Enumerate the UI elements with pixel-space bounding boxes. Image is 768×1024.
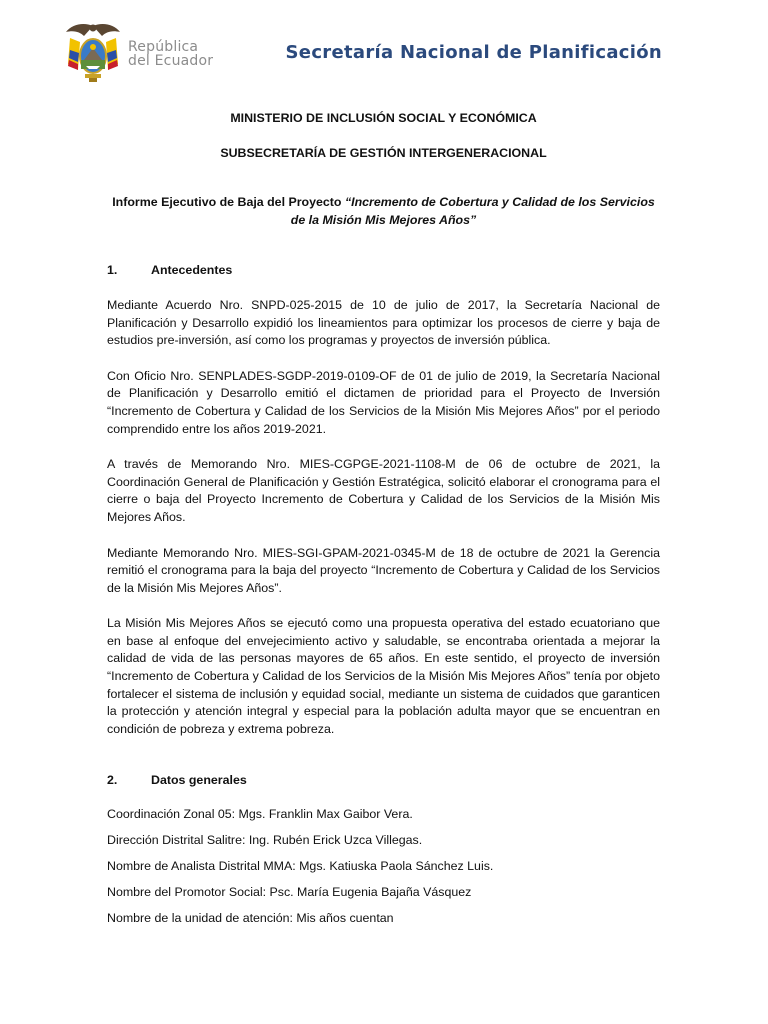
document-body [107,110,660,936]
list-item: Dirección Distrital Salitre: Ing. Rubén Erick Uzca Villegas. [107,833,423,848]
paragraph: Mediante Memorando Nro. MIES-SGI-GPAM-2021-0345-M de 18 de octubre de 2021 la Gerencia remitió el cronograma para la baja del proyecto “Incremento de Cobertura y Calidad de los Servicios de la Misión Mis Mejores Años”. [107,545,660,595]
list-item: Coordinación Zonal 05: Mgs. Franklin Max Gaibor Vera. [107,807,413,822]
paragraph: Con Oficio Nro. SENPLADES-SGDP-2019-0109-OF de 01 de julio de 2019, la Secretaría Nacional de Planificación y Desarrollo emitió el dictamen de prioridad para el Proyecto de Inversión “Incremento de Cobertura y Calidad de los Servicios de la Misión Mis Mejores Años” por el periodo comprendido entre los años 2019-2021. [107,368,660,436]
list-item: Nombre de Analista Distrital MMA: Mgs. Katiuska Paola Sánchez Luis. [107,859,494,874]
report-title-project: “Incremento de Cobertura y Calidad de los Servicios de la Misión Mis Mejores Años” [290,195,655,227]
paragraph: La Misión Mis Mejores Años se ejecutó como una propuesta operativa del estado ecuatoriano que en base al enfoque del envejecimiento activo y saludable, se encontraba orientada a mejorar la calidad de vida de las personas mayores de 65 años. En este sentido, el proyecto de inversión “Incremento de Cobertura y Calidad de los Servicios de la Misión Mis Mejores Años” tenía por objeto fortalecer el sistema de inclusión y equidad social, mediante un sistema de cuidados que garanticen la protección y atención integral y especial para la población adulta mayor que se encuentran en condición de pobreza y extrema pobreza. [107,616,660,736]
section-number: 2. [107,773,118,788]
agency-name: Secretaría Nacional de Planificación [285,42,662,63]
section-title: Datos generales [151,773,247,788]
report-title [107,194,660,229]
section-heading-antecedentes [107,262,660,280]
list-item: Nombre de la unidad de atención: Mis años cuentan [107,911,394,926]
letterhead [0,0,768,96]
country-line-2: del Ecuador [128,53,214,69]
section-title: Antecedentes [151,263,233,278]
country-name [128,40,238,68]
section-number: 1. [107,263,118,278]
paragraph: Mediante Acuerdo Nro. SNPD-025-2015 de 10 de julio de 2017, la Secretaría Nacional de Planificación y Desarrollo expidió los lineamientos para optimizar los procesos de cierre y baja de estudios pre-inversión, así como los programas y proyectos de inversión pública. [107,297,660,348]
report-title-prefix: Informe Ejecutivo de Baja del Proyecto [112,195,345,210]
general-data-list [107,806,660,936]
paragraph: A través de Memorando Nro. MIES-CGPGE-2021-1108-M de 06 de octubre de 2021, la Coordinación General de Planificación y Gestión Estratégica, solicitó elaborar el cronograma para el cierre o baja del Proyecto Incremento de Cobertura y Calidad de los Servicios de la Misión Mis Mejores Años. [107,457,660,524]
ministry-heading: MINISTERIO DE INCLUSIÓN SOCIAL Y ECONÓMICA [230,111,537,125]
coat-of-arms-icon [64,20,122,84]
subsecretariat-heading: SUBSECRETARÍA DE GESTIÓN INTERGENERACIONAL [220,145,547,160]
list-item: Nombre del Promotor Social: Psc. María Eugenia Bajaña Vásquez [107,885,472,900]
section-heading-datos-generales [107,772,660,790]
country-line-1: República [128,39,199,55]
